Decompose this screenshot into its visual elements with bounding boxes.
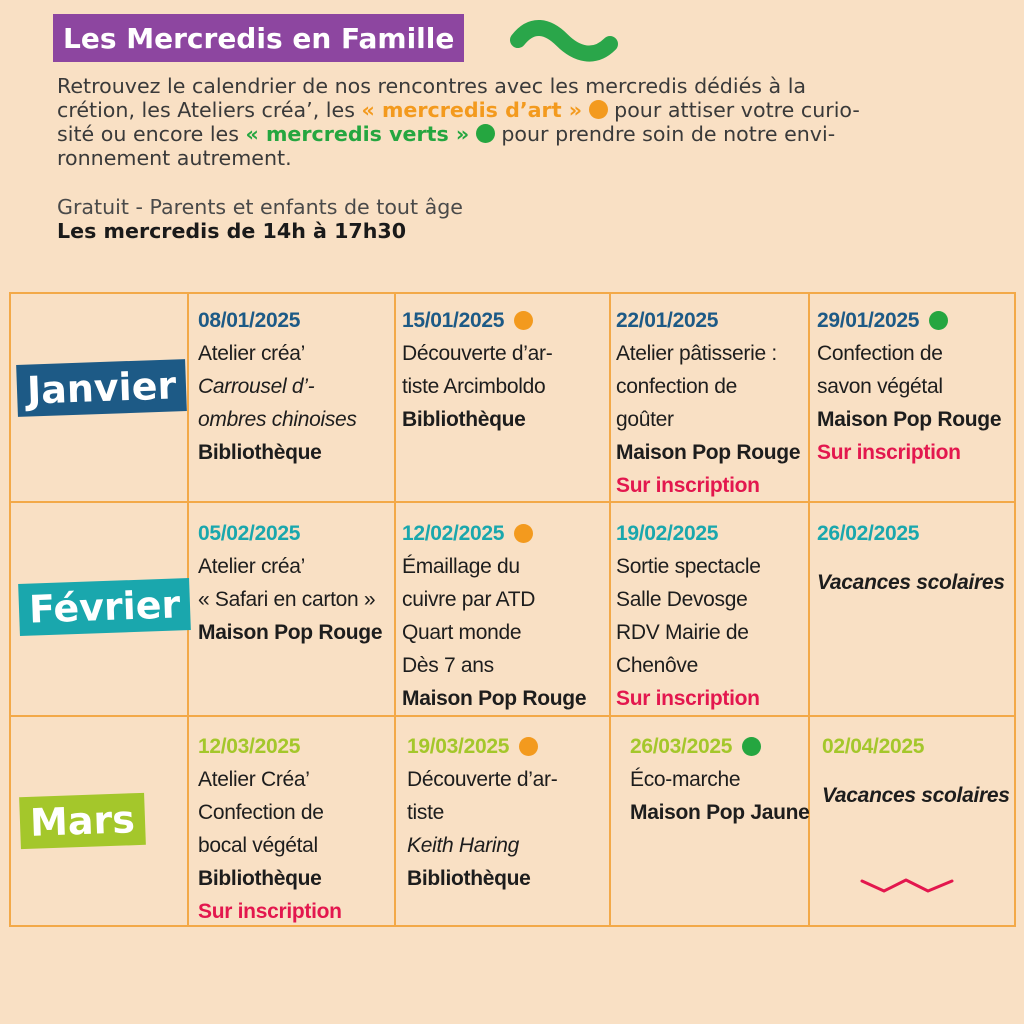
event-location: Maison Pop Rouge (402, 687, 587, 710)
event-date: 12/02/2025 (402, 522, 505, 545)
registration-note: Sur inscription (616, 474, 760, 497)
event-date: 26/03/2025 (630, 735, 733, 758)
intro-line-1: Retrouvez le calendrier de nos rencontres avec les mercredis dédiés à la (57, 74, 807, 98)
event-cell-feb-19 (616, 517, 761, 715)
event-location: Maison Pop Jaune (630, 801, 810, 824)
event-title: « Safari en carton » (198, 588, 376, 611)
red-zigzag-decoration (860, 876, 955, 896)
event-cell-feb-12 (402, 517, 586, 715)
event-date-row (402, 304, 552, 337)
intro-line-3 (57, 122, 997, 146)
event-date: 12/03/2025 (198, 735, 301, 758)
event-location: Bibliothèque (198, 867, 322, 890)
event-title: Confection de (817, 342, 943, 365)
event-title: Découverte d’ar- (402, 342, 553, 365)
event-location: Bibliothèque (402, 408, 526, 431)
month-label-mars: Mars (19, 793, 146, 849)
event-title: RDV Mairie de (616, 621, 749, 644)
event-title: Atelier créa’ (198, 342, 305, 365)
green-dot-icon (476, 124, 495, 143)
event-title: Quart monde (402, 621, 522, 644)
event-date-row (402, 517, 586, 550)
event-title: goûter (616, 408, 674, 431)
event-title: Atelier pâtisserie : (616, 342, 777, 365)
event-location: Maison Pop Rouge (616, 441, 801, 464)
event-cell-mar-19 (407, 730, 557, 895)
event-cell-jan-08 (198, 304, 357, 469)
event-cell-feb-05 (198, 517, 382, 649)
event-age: Dès 7 ans (402, 654, 494, 677)
event-date: 08/01/2025 (198, 309, 301, 332)
event-title: tiste (407, 801, 445, 824)
event-date-row (407, 730, 557, 763)
month-label-janvier: Janvier (16, 359, 187, 417)
event-cell-jan-15 (402, 304, 552, 436)
event-date: 26/02/2025 (817, 522, 920, 545)
event-date: 05/02/2025 (198, 522, 301, 545)
page-title (53, 14, 464, 62)
intro-text: pour prendre soin de notre envi- (494, 122, 836, 146)
grid-divider (394, 294, 396, 925)
event-date-row (817, 304, 1001, 337)
event-subtitle: Carrousel d’- (198, 375, 315, 398)
price-info: Gratuit - Parents et enfants de tout âge (57, 195, 463, 219)
event-title: tiste Arcimboldo (402, 375, 546, 398)
holiday-note: Vacances scolaires (817, 571, 1005, 594)
event-title: bocal végétal (198, 834, 318, 857)
event-title: Émaillage du (402, 555, 520, 578)
orange-dot-icon (514, 524, 533, 543)
intro-line-2 (57, 98, 997, 122)
grid-divider (609, 294, 611, 925)
month-label-fevrier: Février (18, 578, 191, 636)
green-dot-icon (929, 311, 948, 330)
event-subtitle: ombres chinoises (198, 408, 357, 431)
green-dot-icon (742, 737, 761, 756)
intro-text: pour attiser votre curio- (607, 98, 860, 122)
page-title-text: Les Mercredis en Famille (63, 21, 455, 55)
event-title: confection de (616, 375, 738, 398)
event-cell-jan-29 (817, 304, 1001, 469)
hours-info: Les mercredis de 14h à 17h30 (57, 219, 407, 243)
event-date: 22/01/2025 (616, 309, 719, 332)
grid-divider (808, 294, 810, 925)
orange-dot-icon (514, 311, 533, 330)
event-location: Bibliothèque (407, 867, 531, 890)
intro-paragraph (57, 74, 997, 170)
event-title: Éco-marche (630, 768, 741, 791)
event-cell-mar-12 (198, 730, 342, 928)
grid-divider (11, 501, 1014, 503)
event-date-row (630, 730, 810, 763)
registration-note: Sur inscription (616, 687, 760, 710)
event-cell-jan-22 (616, 304, 800, 502)
event-title: Atelier Créa’ (198, 768, 310, 791)
intro-text: sité ou encore les (57, 122, 246, 146)
mercredis-art-label: « mercredis d’art » (361, 98, 583, 122)
event-info (57, 195, 463, 243)
event-title: Salle Devosge (616, 588, 748, 611)
event-date: 15/01/2025 (402, 309, 505, 332)
event-date: 19/02/2025 (616, 522, 719, 545)
event-date: 02/04/2025 (822, 735, 925, 758)
intro-text: crétion, les Ateliers créa’, les (57, 98, 362, 122)
event-title: Découverte d’ar- (407, 768, 558, 791)
event-date: 29/01/2025 (817, 309, 920, 332)
event-title: Sortie spectacle (616, 555, 761, 578)
event-cell-mar-26 (630, 730, 810, 829)
event-title: Chenôve (616, 654, 698, 677)
registration-note: Sur inscription (198, 900, 342, 923)
intro-line-4: ronnement autrement. (57, 146, 292, 170)
event-date: 19/03/2025 (407, 735, 510, 758)
event-cell-apr-02 (822, 730, 1010, 812)
event-location: Maison Pop Rouge (817, 408, 1002, 431)
event-location: Maison Pop Rouge (198, 621, 383, 644)
orange-dot-icon (519, 737, 538, 756)
mercredis-verts-label: « mercredis verts » (245, 122, 470, 146)
grid-divider (11, 715, 1014, 717)
orange-dot-icon (589, 100, 608, 119)
green-squiggle-decoration (508, 14, 620, 70)
event-title: Confection de (198, 801, 324, 824)
registration-note: Sur inscription (817, 441, 961, 464)
event-title: Atelier créa’ (198, 555, 305, 578)
event-artist: Keith Haring (407, 834, 519, 857)
event-title: cuivre par ATD (402, 588, 536, 611)
event-location: Bibliothèque (198, 441, 322, 464)
holiday-note: Vacances scolaires (822, 784, 1010, 807)
event-cell-feb-26 (817, 517, 1005, 599)
event-title: savon végétal (817, 375, 943, 398)
